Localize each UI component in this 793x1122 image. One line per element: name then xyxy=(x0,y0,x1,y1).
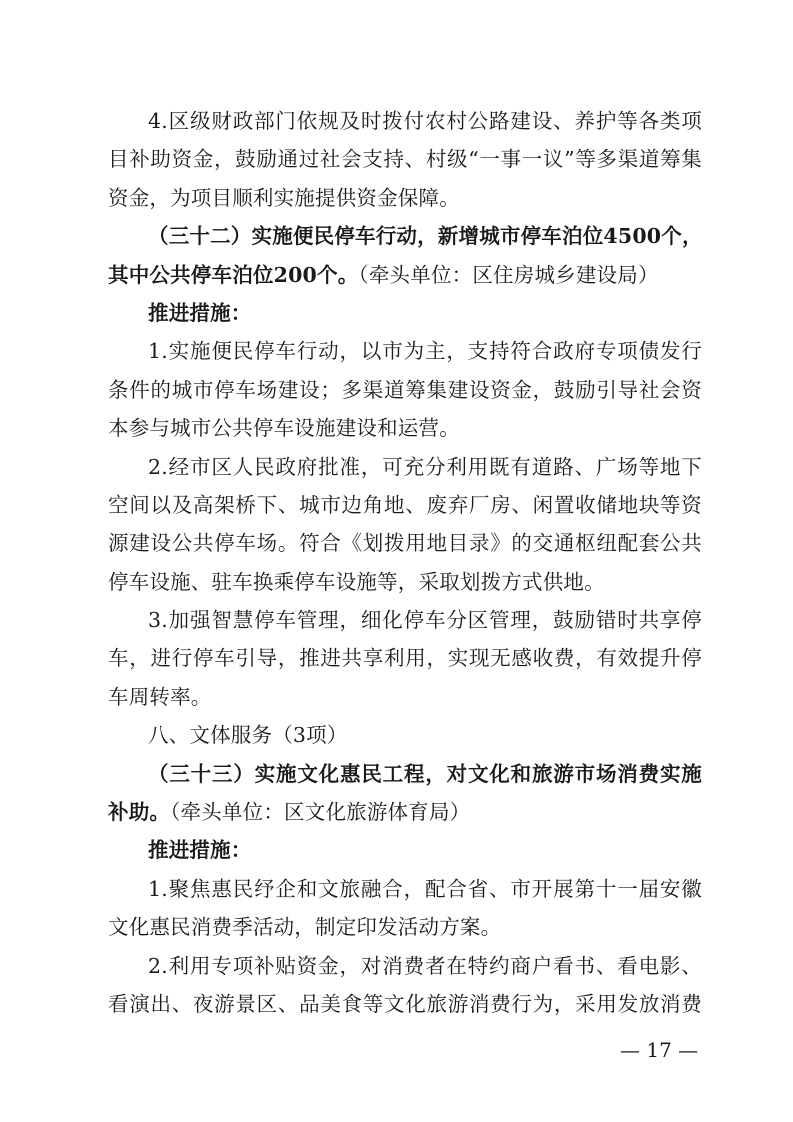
text-line: 条件的城市停车场建设；多渠道筹集建设资金，鼓励引导社会资 xyxy=(108,377,702,402)
item-33-heading: （三十三）实施文化惠民工程，对文化和旅游市场消费实施 xyxy=(148,761,702,786)
text-line: 2.利用专项补贴资金，对消费者在特约商户看书、看电影、 xyxy=(148,953,702,978)
document-body xyxy=(108,102,702,1023)
text-line: 停车设施、驻车换乘停车设施等，采取划拨方式供地。 xyxy=(108,569,605,594)
text-line: 1.聚焦惠民纾企和文旅融合，配合省、市开展第十一届安徽 xyxy=(148,876,702,901)
item-32-heading: （三十二）实施便民停车行动，新增城市停车泊位4500个， xyxy=(148,224,703,249)
text-line: 车周转率。 xyxy=(108,684,212,709)
item-32-lead-unit: （牵头单位：区住房城乡建设局） xyxy=(358,262,659,287)
section-heading: 八、文体服务（3项） xyxy=(148,723,348,748)
text-line: 目补助资金，鼓励通过社会支持、村级“一事一议”等多渠道筹集 xyxy=(108,147,702,172)
item-33-lead-unit: （牵头单位：区文化旅游体育局） xyxy=(170,800,471,825)
page-number: — 17 — xyxy=(620,1038,699,1062)
item-33-target: 补助。 xyxy=(108,800,171,825)
text-line: 4.区级财政部门依规及时拨付农村公路建设、养护等各类项 xyxy=(148,109,702,133)
item-32-target: 其中公共停车泊位200个。 xyxy=(108,262,359,287)
text-line: 空间以及高架桥下、城市边角地、废弃厂房、闲置收储地块等资 xyxy=(108,492,702,517)
text-line: 看演出、夜游景区、品美食等文化旅游消费行为，采用发放消费 xyxy=(108,991,702,1016)
text-line: 源建设公共停车场。符合《划拨用地目录》的交通枢纽配套公共 xyxy=(108,531,702,556)
measures-heading: 推进措施： xyxy=(148,300,252,325)
text-line: 本参与城市公共停车设施建设和运营。 xyxy=(108,416,460,441)
measures-heading: 推进措施： xyxy=(148,838,252,863)
item-33-heading-cont xyxy=(108,793,702,831)
item-32-heading-cont xyxy=(108,256,702,294)
text-line: 车，进行停车引导，推进共享利用，实现无感收费，有效提升停 xyxy=(108,646,702,671)
text-line: 资金，为项目顺利实施提供资金保障。 xyxy=(108,185,460,210)
text-line: 文化惠民消费季活动，制定印发活动方案。 xyxy=(108,915,502,940)
text-line: 1.实施便民停车行动，以市为主，支持符合政府专项债发行 xyxy=(148,339,702,364)
text-line: 3.加强智慧停车管理，细化停车分区管理，鼓励错时共享停 xyxy=(148,608,702,633)
text-line: 2.经市区人民政府批准，可充分利用既有道路、广场等地下 xyxy=(148,454,702,479)
